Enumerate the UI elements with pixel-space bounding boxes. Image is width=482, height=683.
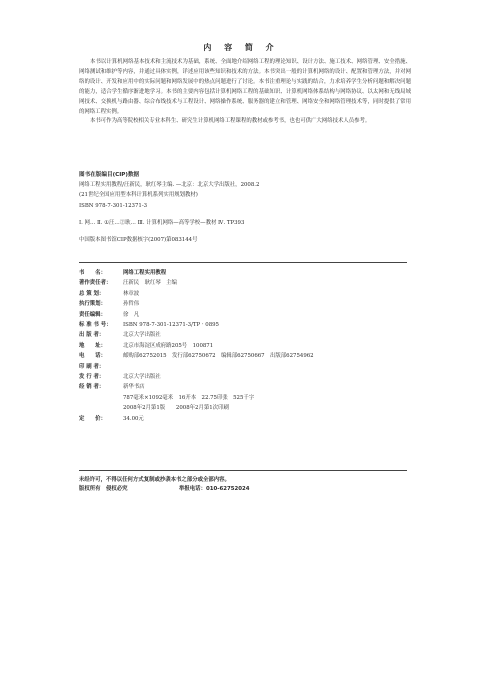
divider: [79, 470, 407, 471]
spec-row-distributor: 发 行 者： 北京大学出版社: [79, 374, 161, 381]
spec-row-phone: 电 话： 邮购部62752015 发行部62750672 编辑部62750667 出版部62754962: [79, 353, 314, 360]
divider: [79, 262, 407, 263]
cip-line: 网络工程实用教程/汪新民，耿红琴主编. —北京：北京大学出版社，2008.2: [79, 182, 260, 189]
summary-paragraph-2: 本书可作为高等院校相关专业本科生、研究生计算机网络工程课程的教材或参考书，也也可供广大网络技术人员参考。: [90, 118, 371, 125]
spec-row-address: 地 址： 北京市海淀区成府路205号 100871: [79, 342, 214, 349]
cip-data-block: [79, 170, 411, 245]
cip-number: 中国版本图书馆CIP数据核字(2007)第083144号: [79, 237, 198, 244]
spec-row-price: 定 价： 34.00元: [79, 415, 144, 422]
summary-paragraph-1: 本书以计算机网络基本技术和主流技术为基础，系统、全面地介绍网络工程的理论知识、设计方法、施工技术、网络管理、安全措施、网络测试和维护等内容，并通过具体实例，详述应用该些知识和技术的方法。本书突出一般的计算机网络的设计、配置和管理方法，并对网络的设计、开发和应用中的实际问题和网络发展中的热点问题进行了讨论。本书注重理论与实践的结合，力求培养学生分析问题和解决问题的能力，适合学生循序渐进地学习。本书的主要内容包括计算机网络工程的基础知识、计算机网络体系结构与网络协议、以太网和无线局域网技术、交换机与路由器、综合布线技术与工程设计、网络操作系统、服务器的建立和管理、网络安全和网络管理技术等，同时提供了常用的网络工程实例。: [79, 59, 411, 115]
spec-row-publisher: 出 版 者： 北京大学出版社: [79, 332, 161, 339]
spec-row-authors: 著作责任者： 汪新民 耿红琴 主编: [79, 280, 177, 287]
spec-format: 787毫米×1092毫米 16开本 22.75印张 525千字: [123, 394, 255, 401]
cip-line: (21世纪全国应用型本科计算机系列实用规划教材): [79, 192, 198, 199]
content-summary: [79, 58, 411, 127]
spec-row-editor: 责任编辑： 徐 凡: [79, 311, 140, 318]
spec-row-seller: 经 销 者： 新华书店: [79, 384, 145, 391]
copyright-notice: [79, 476, 409, 494]
spec-row-printer: 印 刷 者：: [79, 363, 105, 370]
publication-details: [79, 268, 409, 424]
cip-heading: 图书在版编目(CIP)数据: [79, 172, 140, 178]
cip-classification: Ⅰ. 网… Ⅱ. ①汪…②耿… Ⅲ. 计算机网络—高等学校—教材 Ⅳ. TP393: [79, 219, 245, 226]
spec-row-executive: 执行策划： 孙哲伟: [79, 301, 140, 308]
rights-reserved: 版权所有 侵权必究: [79, 485, 128, 492]
notice-line: 未经许可，不得以任何方式复制或抄袭本书之部分或全部内容。: [79, 477, 230, 483]
report-hotline: 举报电话：010-62752024: [179, 485, 250, 492]
page-title: 内 容 简 介: [203, 42, 279, 52]
spec-row-title: 书 名： 网络工程实用教程: [79, 270, 167, 276]
spec-row-isbn: 标 准 书 号： ISBN 978-7-301-12371-3/TP · 0895: [79, 322, 219, 329]
spec-row-planner: 总 策 划： 林章波: [79, 290, 140, 297]
spec-edition: 2008年2月第1版 2008年2月第1次印刷: [123, 405, 229, 412]
cip-line: ISBN 978-7-301-12371-3: [79, 202, 148, 209]
